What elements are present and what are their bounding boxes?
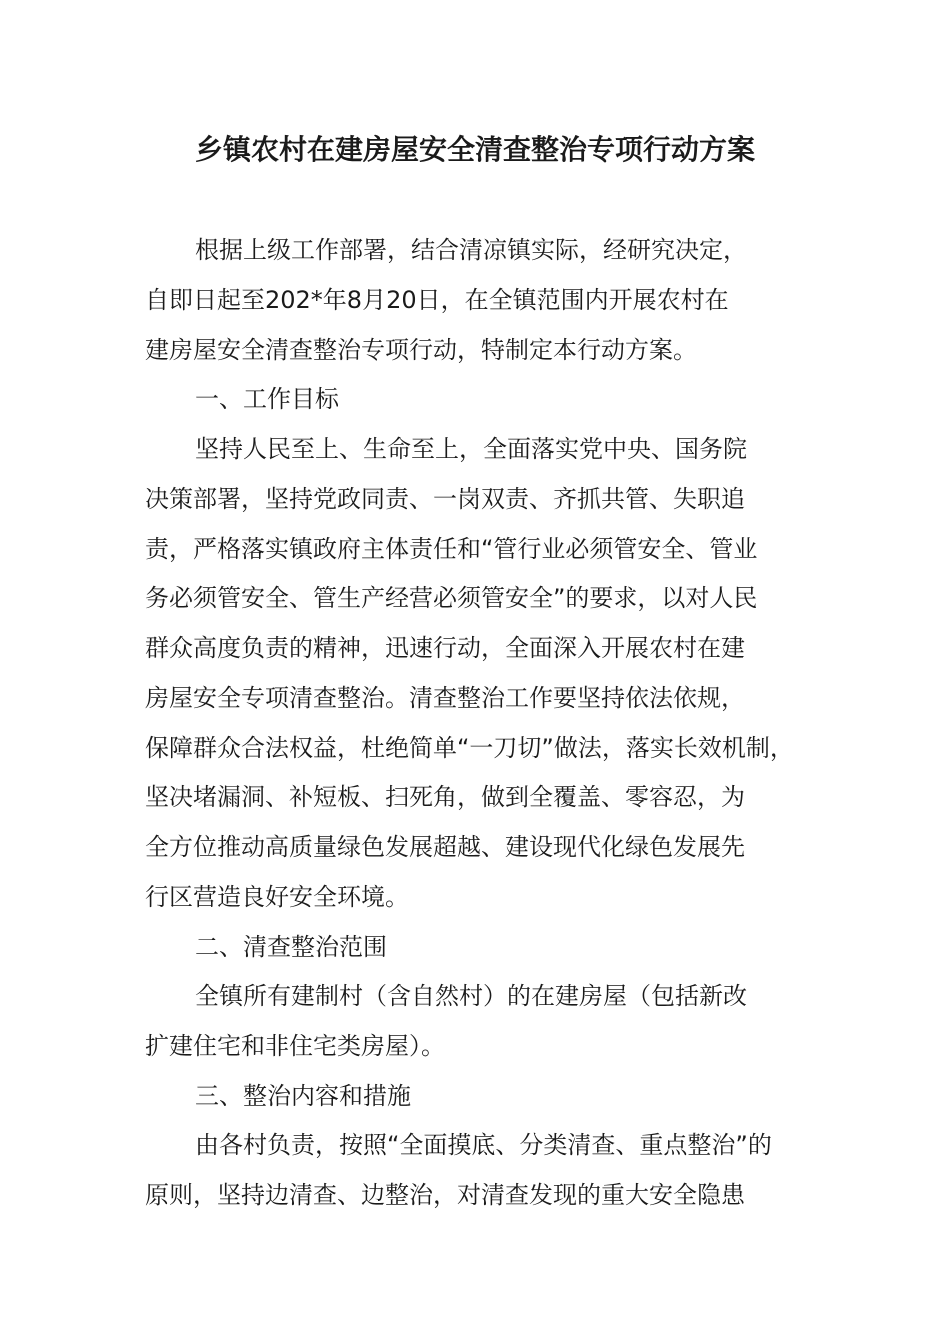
paragraph-line: 务必须管安全、管生产经营必须管安全”的要求，以对人民 bbox=[145, 584, 758, 612]
paragraph-line: 群众高度负责的精神，迅速行动，全面深入开展农村在建 bbox=[145, 634, 745, 662]
paragraph-line: 全方位推动高质量绿色发展超越、建设现代化绿色发展先 bbox=[145, 833, 745, 861]
paragraph-line: 由各村负责，按照“全面摸底、分类清查、重点整治”的 bbox=[195, 1131, 772, 1159]
paragraph-line: 根据上级工作部署，结合清凉镇实际，经研究决定， bbox=[195, 236, 747, 264]
paragraph-line: 自即日起至202*年8月20日，在全镇范围内开展农村在 bbox=[145, 286, 729, 314]
paragraph-line: 坚决堵漏洞、补短板、扫死角，做到全覆盖、零容忍，为 bbox=[145, 783, 745, 811]
paragraph-line: 责，严格落实镇政府主体责任和“管行业必须管安全、管业 bbox=[145, 535, 758, 563]
section-heading: 二、清查整治范围 bbox=[195, 933, 387, 961]
section-heading: 三、整治内容和措施 bbox=[195, 1082, 411, 1110]
document-title: 乡镇农村在建房屋安全清查整治专项行动方案 bbox=[194, 133, 755, 166]
paragraph-line: 决策部署，坚持党政同责、一岗双责、齐抓共管、失职追 bbox=[145, 485, 745, 513]
paragraph-line: 扩建住宅和非住宅类房屋）。 bbox=[145, 1032, 445, 1060]
paragraph-line: 行区营造良好安全环境。 bbox=[145, 883, 409, 911]
paragraph-line: 原则，坚持边清查、边整治，对清查发现的重大安全隐患 bbox=[145, 1181, 745, 1209]
paragraph-line: 房屋安全专项清查整治。清查整治工作要坚持依法依规， bbox=[145, 684, 745, 712]
paragraph-line: 全镇所有建制村（含自然村）的在建房屋（包括新改 bbox=[195, 982, 747, 1010]
paragraph-line: 保障群众合法权益，杜绝简单“一刀切”做法，落实长效机制， bbox=[145, 734, 794, 762]
paragraph-line: 坚持人民至上、生命至上，全面落实党中央、国务院 bbox=[195, 435, 747, 463]
section-heading: 一、工作目标 bbox=[195, 385, 339, 413]
paragraph-line: 建房屋安全清查整治专项行动，特制定本行动方案。 bbox=[145, 336, 697, 364]
